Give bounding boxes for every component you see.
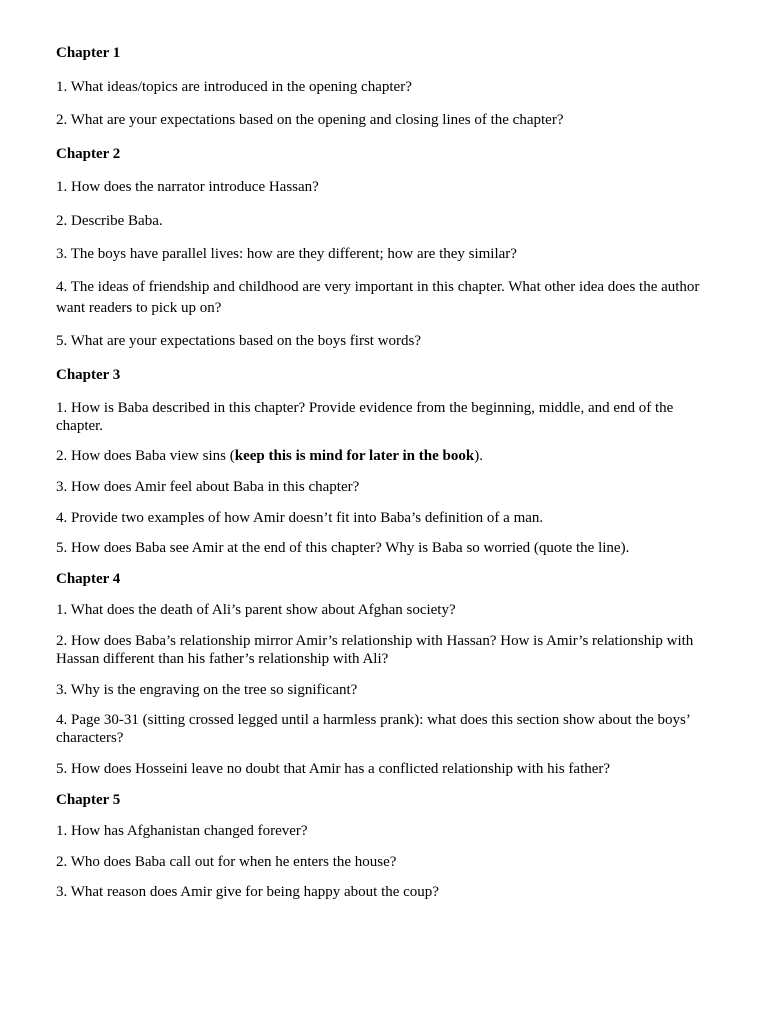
question-text-end: ). <box>474 448 483 464</box>
chapter-2-question-3: 3. The boys have parallel lives: how are they different; how are they similar? <box>56 246 517 262</box>
chapter-5-question-2: 2. Who does Baba call out for when he enters the house? <box>56 854 397 870</box>
chapter-1-question-1: 1. What ideas/topics are introduced in the opening chapter? <box>56 79 412 95</box>
chapter-3-heading: Chapter 3 <box>56 367 121 383</box>
chapter-3-question-2 <box>56 447 716 465</box>
chapter-2-question-2: 2. Describe Baba. <box>56 213 163 229</box>
chapter-5-question-1: 1. How has Afghanistan changed forever? <box>56 823 308 839</box>
chapter-4-question-3: 3. Why is the engraving on the tree so significant? <box>56 682 358 698</box>
chapter-4-question-5: 5. How does Hosseini leave no doubt that Amir has a conflicted relationship with his father? <box>56 761 611 777</box>
chapter-4-question-4: 4. Page 30-31 (sitting crossed legged until a harmless prank): what does this section show about the boys’ characters? <box>56 712 690 746</box>
question-text-start: 2. How does Baba view sins ( <box>56 448 235 464</box>
chapter-4-question-1: 1. What does the death of Ali’s parent show about Afghan society? <box>56 602 456 618</box>
chapter-3-question-4: 4. Provide two examples of how Amir doesn’t fit into Baba’s definition of a man. <box>56 510 544 526</box>
chapter-4-question-2: 2. How does Baba’s relationship mirror Amir’s relationship with Hassan? How is Amir’s relationship with Hassan different than his father’s relationship with Ali? <box>56 633 694 667</box>
chapter-1-heading: Chapter 1 <box>56 45 121 61</box>
chapter-2-question-5: 5. What are your expectations based on the boys first words? <box>56 333 422 349</box>
chapter-1-question-2: 2. What are your expectations based on the opening and closing lines of the chapter? <box>56 112 564 128</box>
chapter-3-question-5: 5. How does Baba see Amir at the end of this chapter? Why is Baba so worried (quote the line). <box>56 540 630 556</box>
chapter-5-question-3: 3. What reason does Amir give for being happy about the coup? <box>56 884 439 900</box>
question-emphasis: keep this is mind for later in the book <box>234 448 475 464</box>
chapter-3-question-3: 3. How does Amir feel about Baba in this chapter? <box>56 479 360 495</box>
chapter-4-heading: Chapter 4 <box>56 571 121 587</box>
chapter-2-question-4: 4. The ideas of friendship and childhood are very important in this chapter. What other idea does the author want readers to pick up on? <box>56 279 700 316</box>
chapter-3-question-1: 1. How is Baba described in this chapter? Provide evidence from the beginning, middle, and end of the chapter. <box>56 400 674 434</box>
chapter-2-heading: Chapter 2 <box>56 146 121 162</box>
chapter-5-heading: Chapter 5 <box>56 792 121 808</box>
chapter-2-question-1: 1. How does the narrator introduce Hassan? <box>56 179 319 195</box>
